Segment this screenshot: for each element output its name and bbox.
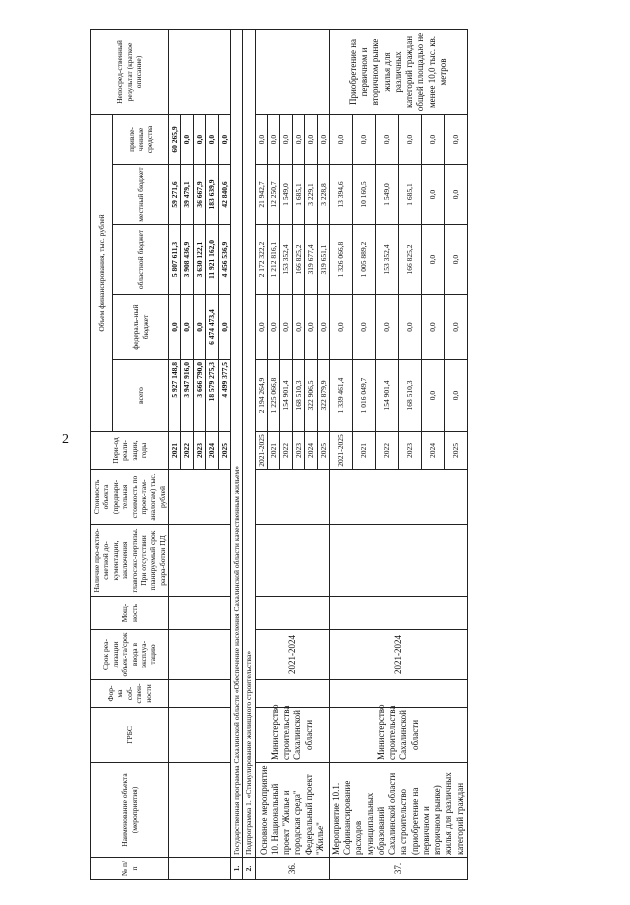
row-local: 0,0	[421, 165, 444, 225]
row-private: 0,0	[398, 114, 421, 164]
row-federal: 0,0	[375, 295, 398, 360]
summary-regional: 4 456 536,9	[218, 225, 230, 295]
row-federal: 0,0	[421, 295, 444, 360]
summary-federal: 0,0	[169, 295, 181, 360]
row-regional: 166 825,2	[398, 225, 421, 295]
row-private: 0,0	[268, 114, 280, 164]
row-year: 2022	[280, 432, 292, 470]
item-grbs: Министерство строительства Сахалинской области	[329, 708, 467, 763]
subsection-row	[243, 29, 255, 879]
row-private: 0,0	[375, 114, 398, 164]
summary-local: 59 271,6	[169, 165, 181, 225]
row-private: 0,0	[444, 114, 467, 164]
row-regional: 1 005 889,2	[352, 225, 375, 295]
row-federal: 0,0	[305, 295, 317, 360]
summary-row	[169, 29, 181, 879]
row-regional: 153 352,4	[280, 225, 292, 295]
summary-local: 36 667,9	[193, 165, 205, 225]
summary-local: 39 479,1	[181, 165, 193, 225]
row-total: 154 901,4	[375, 360, 398, 432]
col-total-header: всего	[113, 360, 169, 432]
row-local: 1 549,0	[280, 165, 292, 225]
col-name-header: Наименование объекта (мероприятия)	[91, 763, 169, 858]
summary-private: 0,0	[181, 114, 193, 164]
row-federal: 0,0	[329, 295, 352, 360]
row-regional: 319 677,4	[305, 225, 317, 295]
row-local: 12 250,7	[268, 165, 280, 225]
row-year: 2021-2025	[329, 432, 352, 470]
row-private: 0,0	[255, 114, 267, 164]
row-local: 3 228,8	[317, 165, 329, 225]
item-name: Основное мероприятие 10. Национальный проект "Жилье и городская среда" Федеральный проект "Жилье"	[255, 763, 329, 858]
row-total: 168 510,3	[292, 360, 304, 432]
summary-total: 3 666 790,0	[193, 360, 205, 432]
col-cost-header: Стоимость объекта (предвари-тельная стоимость по проек-там-аналогам) тыс. рублей	[91, 470, 169, 525]
row-federal: 0,0	[444, 295, 467, 360]
row-regional: 0,0	[444, 225, 467, 295]
row-federal: 0,0	[255, 295, 267, 360]
header-row-1	[91, 29, 113, 879]
col-period-header: Пери-од реали-зации, годы	[91, 432, 169, 470]
summary-private: 0,0	[193, 114, 205, 164]
summary-regional: 5 807 611,3	[169, 225, 181, 295]
row-local: 1 685,1	[292, 165, 304, 225]
summary-year: 2021	[169, 432, 181, 470]
row-private: 0,0	[329, 114, 352, 164]
row-total: 0,0	[421, 360, 444, 432]
row-total: 322 906,5	[305, 360, 317, 432]
section-num: 1.	[230, 858, 242, 880]
row-local: 10 160,5	[352, 165, 375, 225]
row-total: 154 901,4	[280, 360, 292, 432]
col-power-header: Мощ-ность	[91, 597, 169, 630]
section-title: Государственная программа Сахалинской области «Обеспечение населения Сахалинской области качественным жильем»	[230, 29, 242, 857]
summary-total: 5 927 148,8	[169, 360, 181, 432]
row-regional: 1 326 066,8	[329, 225, 352, 295]
row-year: 2024	[305, 432, 317, 470]
item-term: 2021-2024	[329, 630, 467, 680]
row-year: 2021-2025	[255, 432, 267, 470]
rotated-table-container	[90, 30, 630, 880]
summary-year: 2022	[181, 432, 193, 470]
row-regional: 1 212 816,1	[268, 225, 280, 295]
summary-regional: 11 921 162,0	[206, 225, 218, 295]
row-federal: 0,0	[317, 295, 329, 360]
col-design-header: Наличие про-ектно-сметной до-кументации, заключения главгосэкс-пертизы. При отсутствии планируемый срок разра-ботки ПД	[91, 525, 169, 597]
summary-federal: 0,0	[193, 295, 205, 360]
row-total: 1 225 066,8	[268, 360, 280, 432]
col-grbs-header: ГРБС	[91, 708, 169, 763]
row-total: 0,0	[444, 360, 467, 432]
summary-local: 183 639,9	[206, 165, 218, 225]
financing-table	[90, 29, 468, 880]
summary-total: 4 499 377,5	[218, 360, 230, 432]
row-local: 21 942,7	[255, 165, 267, 225]
row-private: 0,0	[317, 114, 329, 164]
col-result-header: Непосред-ственный результат (краткое описание)	[91, 29, 169, 114]
row-regional: 166 825,2	[292, 225, 304, 295]
col-form-header: Фор-ма соб-ствен-ности	[91, 680, 169, 708]
row-local: 13 394,6	[329, 165, 352, 225]
row-total: 168 510,3	[398, 360, 421, 432]
row-year: 2023	[398, 432, 421, 470]
summary-private: 60 265,9	[169, 114, 181, 164]
page-number: 2	[62, 432, 69, 447]
row-year: 2021	[268, 432, 280, 470]
row-year: 2022	[375, 432, 398, 470]
row-regional: 153 352,4	[375, 225, 398, 295]
table-row	[255, 29, 267, 879]
summary-regional: 3 908 436,9	[181, 225, 193, 295]
item-name: Мероприятие 10.1. Софинансирование расходов муниципальных образований Сахалинской области на строительство (приобретение на первичном и вторичном рынке) жилья для различных категорий граждан	[329, 763, 467, 858]
col-term-header: Срок реа-лизации объек-та/срок ввода в эксплуа-тацию	[91, 630, 169, 680]
col-local-header: местный бюджет	[113, 165, 169, 225]
row-federal: 0,0	[268, 295, 280, 360]
row-local: 1 685,1	[398, 165, 421, 225]
row-num: 37.	[329, 858, 467, 880]
col-private-header: привле-ченные средства	[113, 114, 169, 164]
row-private: 0,0	[305, 114, 317, 164]
row-year: 2023	[292, 432, 304, 470]
item-term: 2021-2024	[255, 630, 329, 680]
summary-federal: 6 474 473,4	[206, 295, 218, 360]
row-federal: 0,0	[292, 295, 304, 360]
col-num-header: № п/п	[91, 858, 169, 880]
finance-group-header: Объем финансирования, тыс. рублей	[91, 114, 113, 431]
summary-total: 18 579 275,3	[206, 360, 218, 432]
summary-local: 42 840,6	[218, 165, 230, 225]
section-num: 2.	[243, 858, 255, 880]
row-regional: 2 172 322,2	[255, 225, 267, 295]
summary-federal: 0,0	[181, 295, 193, 360]
row-private: 0,0	[280, 114, 292, 164]
summary-total: 3 947 916,0	[181, 360, 193, 432]
col-federal-header: федераль-ный бюджет	[113, 295, 169, 360]
item-result: Приобретение на первичном и вторичном рынке жилья для различных категорий граждан общей площадью не менее 10,0 тыс. кв. метров	[329, 29, 467, 114]
row-regional: 319 651,1	[317, 225, 329, 295]
table-row	[329, 29, 352, 879]
summary-private: 0,0	[206, 114, 218, 164]
row-num: 36.	[255, 858, 329, 880]
section-title: Подпрограмма 1. «Стимулирование жилищного строительства»	[243, 29, 255, 857]
row-private: 0,0	[352, 114, 375, 164]
summary-year: 2023	[193, 432, 205, 470]
row-federal: 0,0	[398, 295, 421, 360]
row-total: 1 016 049,7	[352, 360, 375, 432]
row-year: 2021	[352, 432, 375, 470]
item-grbs: Министерство строительства Сахалинской области	[255, 708, 329, 763]
summary-year: 2025	[218, 432, 230, 470]
row-private: 0,0	[421, 114, 444, 164]
summary-regional: 3 630 122,1	[193, 225, 205, 295]
row-local: 1 549,0	[375, 165, 398, 225]
row-total: 1 339 461,4	[329, 360, 352, 432]
row-year: 2024	[421, 432, 444, 470]
summary-private: 0,0	[218, 114, 230, 164]
row-federal: 0,0	[280, 295, 292, 360]
summary-federal: 0,0	[218, 295, 230, 360]
col-regional-header: областной бюджет	[113, 225, 169, 295]
row-total: 2 194 264,9	[255, 360, 267, 432]
summary-year: 2024	[206, 432, 218, 470]
row-federal: 0,0	[352, 295, 375, 360]
row-local: 3 229,1	[305, 165, 317, 225]
row-year: 2025	[444, 432, 467, 470]
row-regional: 0,0	[421, 225, 444, 295]
row-private: 0,0	[292, 114, 304, 164]
row-total: 322 879,9	[317, 360, 329, 432]
row-local: 0,0	[444, 165, 467, 225]
row-year: 2025	[317, 432, 329, 470]
section-row	[230, 29, 242, 879]
